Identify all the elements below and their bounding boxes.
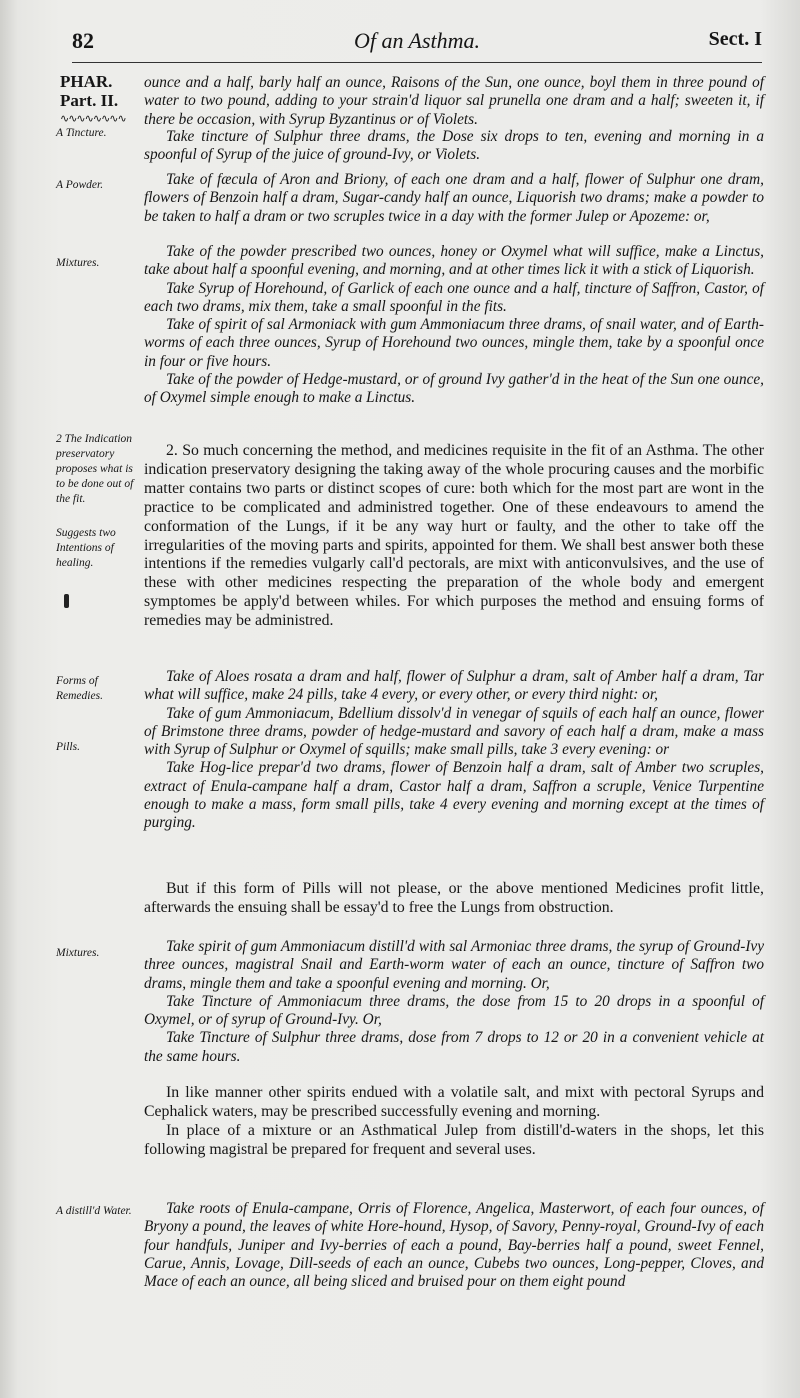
body-paragraph: But if this form of Pills will not please, or the above mentioned Medicines profit little, afterwards the ensuing shall be essay'd to free the Lungs from obstruction.: [144, 880, 764, 916]
body-paragraph: In like manner other spirits endued with a volatile salt, and mixt with pectoral Syrups and Cephalick waters, may be prescribed successfully evening and morning.: [144, 1084, 764, 1120]
recipe-paragraph: Take of fæcula of Aron and Briony, of each one dram and a half, flower of Sulphur one dram, flowers of Benzoin half a dram, Sugar-candy half an ounce, Liquorish two drams; make a powder to be taken to half a dram or two scruples twice in a day with the former Julep or Apozeme: or,: [144, 171, 764, 225]
margin-note: Mixtures.: [56, 257, 100, 269]
margin-note: A Powder.: [56, 179, 104, 191]
text-block-distilled-water: [144, 1200, 764, 1291]
recipe-paragraph: Take spirit of gum Ammoniacum distill'd with sal Armoniac three drams, the syrup of Ground-Ivy three ounces, magistral Snail and Earth-worm water of each an ounce, tincture of Saffron two drams, mingle them and take a spoonful evening and morning. Or,: [144, 938, 764, 992]
text-block-tincture: [144, 128, 764, 165]
text-block-continuation: [144, 74, 764, 129]
margin-note: A distill'd Water.: [56, 1205, 132, 1217]
ink-blot: [64, 594, 69, 608]
text-block-pills-note: [144, 880, 764, 918]
margin-note: 2 The Indication preservatory proposes what is to be done out of the fit.: [56, 433, 134, 505]
recipe-paragraph: Take of the powder prescribed two ounces, honey or Oxymel what will suffice, make a Linctus, take about half a spoonful evening, and morning, and at other times lick it with a stick of Liquorish.: [144, 243, 764, 279]
recipe-paragraph: Take Syrup of Horehound, of Garlick of each one ounce and a half, tincture of Saffron, Castor, of each two drams, mix them, take a small spoonful in the fits.: [144, 279, 764, 315]
text-block-spirits: [144, 1084, 764, 1160]
margin-note: A Tincture.: [56, 127, 107, 139]
paragraph: ounce and a half, barly half an ounce, Raisons of the Sun, one ounce, boyl them in three pound of water to two pound, adding to your strain'd liquor sal prunella one dram and a half; sweeten it, if there be occasion, with Syrup Byzantinus or of Violets.: [144, 74, 764, 128]
recipe-paragraph: Take Tincture of Sulphur three drams, dose from 7 drops to 12 or 20 in a convenient vehicle at the same hours.: [144, 1029, 764, 1065]
margin-note: Pills.: [56, 741, 80, 753]
page-number: 82: [72, 28, 94, 53]
text-block-powder: [144, 171, 764, 226]
ornament-rule: ∿∿∿∿∿∿∿∿: [60, 113, 126, 125]
text-block-indication: [144, 442, 764, 631]
pharmacy-part-mark: [60, 72, 140, 129]
section-label: Sect. I: [708, 28, 762, 50]
running-title: Of an Asthma.: [353, 28, 481, 53]
recipe-paragraph: Take Tincture of Ammoniacum three drams, the dose from 15 to 20 drops in a spoonful of Oxymel, or of syrup of Ground-Ivy. Or,: [144, 992, 764, 1029]
phar-label: PHAR.: [60, 72, 113, 91]
recipe-paragraph: Take of spirit of sal Armoniack with gum Ammoniacum three drams, of snail water, and of Earth-worms of each three ounces, Syrup of Horehound two ounces, mingle them, take by a spoonful once in four or five hours.: [144, 316, 764, 370]
recipe-paragraph: Take of gum Ammoniacum, Bdellium dissolv'd in venegar of squils of each half an ounce, flower of Brimstone three drams, powder of hedge-mustard and savory of each half a dram, make a mass with Syrup of Sulphur or Oxymel of squills; make small pills, take 3 every evening: or: [144, 704, 764, 759]
margin-note: Mixtures.: [56, 947, 100, 959]
body-paragraph: 2. So much concerning the method, and medicines requisite in the fit of an Asthma. The other indication preservatory designing the taking away of the whole procuring causes and the morbific matter contains two parts or distinct scopes of cure: both which for the most part are wont in the practice to be complicated and administred together. One of these endeavours to amend the conformation of the Lungs, if it be any way hurt or faulty, and the other to take off the irregularities of the moving parts and spirits, appointed for them. We shall best answer both these intentions if the remedies vulgarly call'd pectorals, are mixt with anticonvulsives, and the use of these with other medicines respecting the preparation of the whole body and emergent symptomes be apply'd between whiles. For which purposes the method and ensuing forms of remedies may be administred.: [144, 442, 764, 630]
recipe-paragraph: Take Hog-lice prepar'd two drams, flower of Benzoin half a dram, salt of Amber two scruples, extract of Enula-campane half a dram, Castor half a dram, Saffron a scruple, Venice Turpentine enough to make a mass, form small pills, take 4 every evening and morning except at the times of purging.: [144, 759, 764, 832]
part-label: Part. II.: [60, 91, 119, 110]
recipe-paragraph: Take tincture of Sulphur three drams, the Dose six drops to ten, evening and morning in a spoonful of Syrup of the juice of ground-Ivy, or Violets.: [144, 128, 764, 164]
margin-note: Suggests two Intentions of healing.: [56, 527, 116, 569]
margin-note: Forms of Remedies.: [56, 675, 103, 702]
running-header: [72, 28, 762, 63]
text-block-mixtures-2: [144, 938, 764, 1066]
recipe-paragraph: Take roots of Enula-campane, Orris of Florence, Angelica, Masterwort, of each four ounces, of Bryony a pound, the leaves of white Hore-hound, Hysop, of Savory, Penny-royal, Ground-Ivy of each four handfuls, Juniper and Ivy-berries of each a pound, Bay-berries half a pound, sweet Fennel, Carue, Annis, Lovage, Dill-seeds of each an ounce, Cubebs two ounces, Long-pepper, Cloves, and Mace of each an ounce, all being sliced and bruised pour on them eight pound: [144, 1200, 764, 1291]
recipe-paragraph: Take of Aloes rosata a dram and half, flower of Sulphur a dram, salt of Amber half a dram, Tar what will suffice, make 24 pills, take 4 every, or every other, or every third night: or,: [144, 668, 764, 704]
text-block-pills: [144, 668, 764, 833]
body-paragraph: In place of a mixture or an Asthmatical Julep from distill'd-waters in the shops, let this following magistral be prepared for frequent and several uses.: [144, 1121, 764, 1158]
recipe-paragraph: Take of the powder of Hedge-mustard, or of ground Ivy gather'd in the heat of the Sun one ounce, of Oxymel simple enough to make a Linctus.: [144, 371, 764, 407]
text-block-mixtures: [144, 243, 764, 408]
